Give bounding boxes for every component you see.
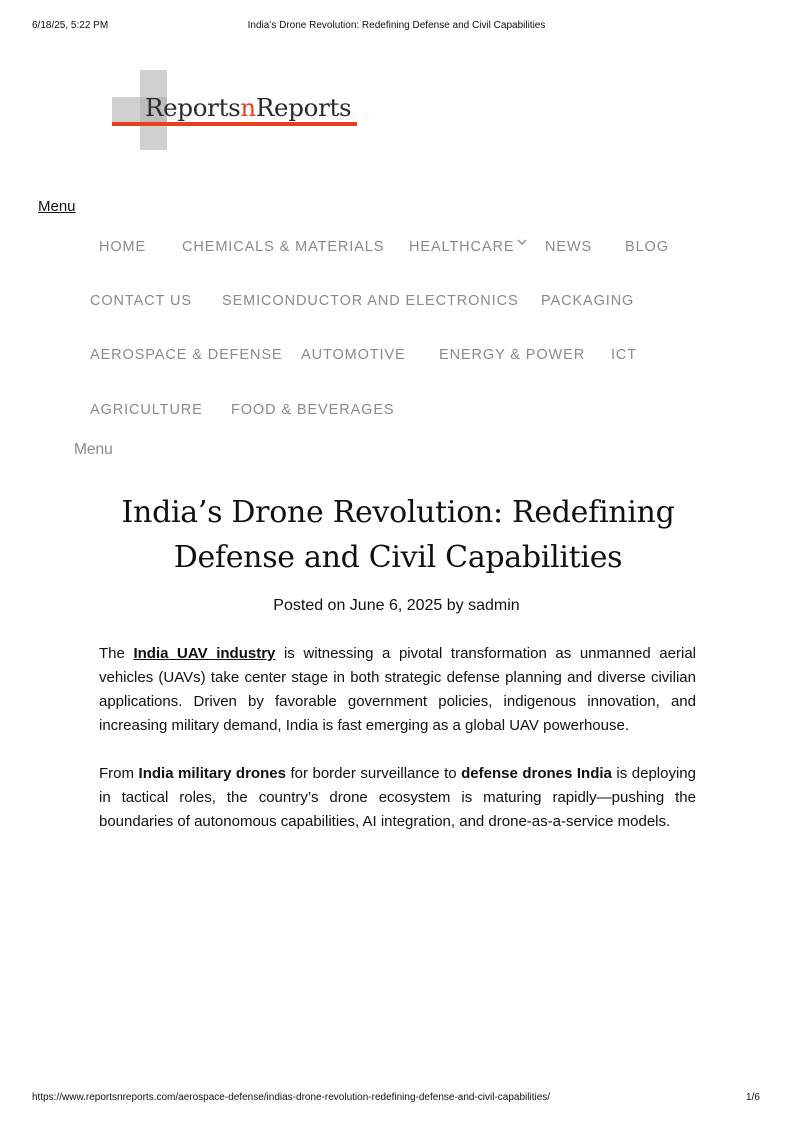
bold-term: India military drones: [138, 765, 286, 782]
nav-home[interactable]: HOME: [99, 239, 147, 255]
logo-underline: [112, 122, 357, 126]
nav-food-beverages[interactable]: FOOD & BEVERAGES: [231, 402, 395, 418]
bold-term: defense drones India: [461, 765, 612, 782]
logo-word-1: Reports: [145, 93, 241, 122]
nav-ict[interactable]: ICT: [611, 347, 638, 363]
article-paragraph: [99, 642, 696, 738]
paragraph-text: From: [99, 765, 139, 782]
nav-packaging[interactable]: PACKAGING: [541, 293, 635, 309]
print-header-datetime: 6/18/25, 5:22 PM: [32, 20, 109, 31]
secondary-menu-toggle[interactable]: Menu: [74, 441, 113, 458]
nav-news[interactable]: NEWS: [545, 239, 593, 255]
nav-healthcare[interactable]: HEALTHCARE: [409, 239, 515, 255]
article-title: India’s Drone Revolution: Redefining Defense and Civil Capabilities: [121, 495, 675, 575]
menu-toggle-link[interactable]: Menu: [38, 198, 76, 215]
logo-square: [112, 97, 140, 124]
logo-word-n: n: [240, 93, 256, 122]
nav-automotive[interactable]: AUTOMOTIVE: [301, 347, 406, 363]
print-header-title: India’s Drone Revolution: Redefining Defense and Civil Capabilities: [247, 20, 546, 31]
nav-agriculture[interactable]: AGRICULTURE: [90, 402, 203, 418]
logo-word-2: Reports: [255, 93, 352, 122]
print-footer-page: 1/6: [746, 1092, 760, 1103]
paragraph-text: for border surveillance to: [285, 765, 462, 782]
nav-chemicals-materials[interactable]: CHEMICALS & MATERIALS: [182, 239, 385, 255]
paragraph-text: is deploying in tactical roles, the country’s drone ecosystem is maturing rapidly—pushing the boundaries of autonomous capabilities, AI integration, and drone-as-a-service models.: [99, 765, 696, 830]
article-meta: Posted on June 6, 2025 by sadmin: [273, 597, 520, 614]
nav-blog[interactable]: BLOG: [625, 239, 669, 255]
nav-aerospace-defense[interactable]: AEROSPACE & DEFENSE: [90, 347, 283, 363]
nav-energy-power[interactable]: ENERGY & POWER: [439, 347, 586, 363]
india-uav-industry-link[interactable]: India UAV industry: [133, 645, 276, 662]
nav-contact-us[interactable]: CONTACT US: [90, 293, 192, 309]
print-footer-url: https://www.reportsnreports.com/aerospace-defense/indias-drone-revolution-redefining-defense-and-civil-capabilities/: [32, 1092, 551, 1103]
site-logo[interactable]: [112, 70, 362, 150]
paragraph-text: The: [99, 645, 134, 662]
article-paragraph: [99, 762, 696, 834]
logo-square: [140, 124, 167, 150]
paragraph-text: is witnessing a pivotal transformation as unmanned aerial vehicles (UAVs) take center stage in both strategic defense planning and diverse civilian applications. Driven by favorable government policies, indigenous innovation, and increasing military demand, India is fast emerging as a global UAV powerhouse.: [99, 645, 696, 734]
logo-wordmark: [145, 93, 351, 122]
nav-semiconductor-electronics[interactable]: SEMICONDUCTOR AND ELECTRONICS: [222, 293, 519, 309]
chevron-down-icon[interactable]: [515, 236, 529, 250]
